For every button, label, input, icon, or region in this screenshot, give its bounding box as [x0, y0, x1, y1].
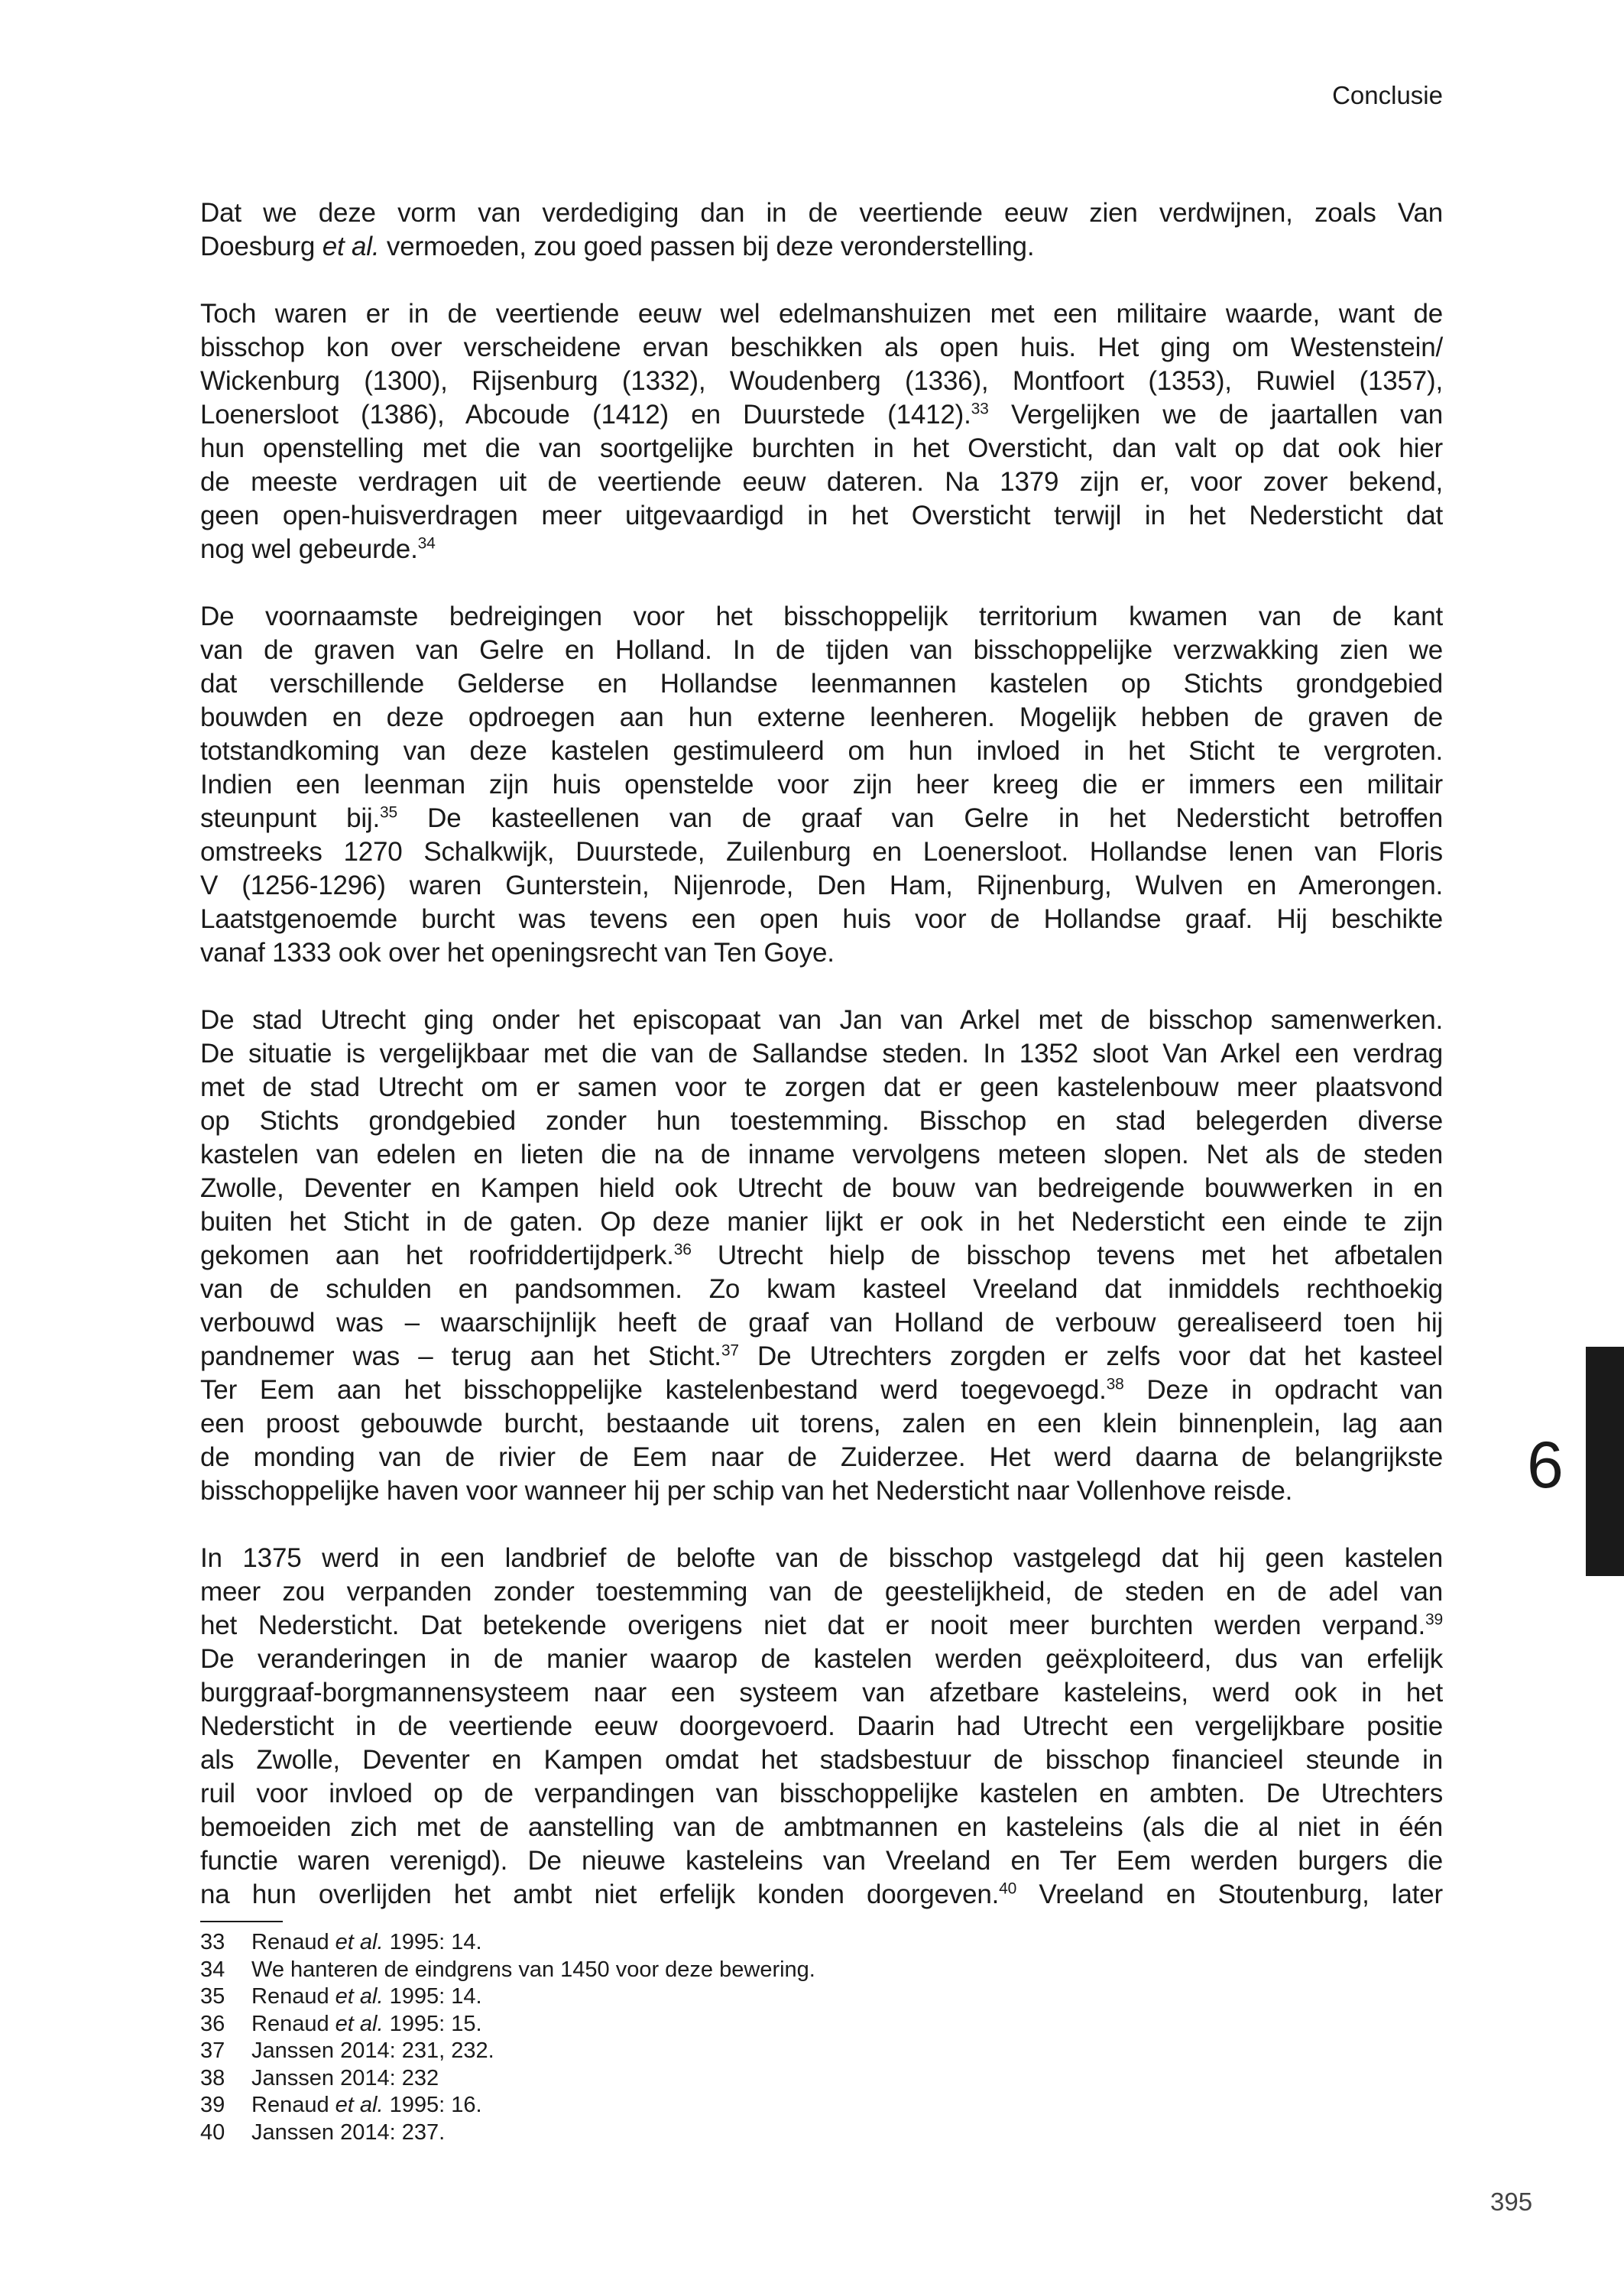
text-line	[200, 869, 1443, 903]
italic-text: et al.	[335, 2093, 384, 2117]
text-run: bouwden en deze opdroegen aan hun externe leenheren. Mogelijk hebben de graven de	[200, 702, 1443, 732]
text-line	[200, 835, 1443, 869]
footnote	[200, 1957, 815, 1984]
text-line	[200, 1138, 1443, 1172]
footnote-ref: 39	[1425, 1610, 1443, 1629]
text-run: De veranderingen in de manier waarop de kastelen werden geëxploiteerd, dus van erfelijk	[200, 1644, 1443, 1674]
body-text	[200, 196, 1443, 1945]
text-line	[200, 1239, 1443, 1273]
text-line	[200, 1542, 1443, 1575]
text-run: 1995: 15.	[383, 2011, 482, 2036]
text-run: De voornaamste bedreigingen voor het bisschoppelijk territorium kwamen van de kant	[200, 602, 1443, 631]
chapter-thumb-tab	[1586, 1347, 1624, 1576]
footnote-divider	[200, 1921, 283, 1922]
footnote	[200, 2065, 815, 2093]
italic-text: et al.	[322, 232, 380, 261]
footnote	[200, 2092, 815, 2119]
footnote-ref: 33	[971, 400, 989, 418]
text-run: De situatie is vergelijkbaar met die van de Sallandse steden. In 1352 sloot Van Arkel een verdrag	[200, 1039, 1443, 1069]
text-run: functie waren verenigd). De nieuwe kasteleins van Vreeland en Ter Eem werden burgers die	[200, 1846, 1443, 1876]
footnote-number: 38	[200, 2065, 225, 2090]
text-run: na hun overlijden het ambt niet erfelijk konden doorgeven.	[200, 1879, 1000, 1909]
text-run: Wickenburg (1300), Rijsenburg (1332), Woudenberg (1336), Montfoort (1353), Ruwiel (1357),	[200, 366, 1443, 396]
text-run: De Utrechters zorgden er zelfs voor dat het kasteel	[738, 1341, 1443, 1371]
paragraph	[200, 196, 1443, 264]
footnote-number: 33	[200, 1930, 225, 1954]
text-run: 1995: 16.	[383, 2093, 482, 2117]
text-run: met de stad Utrecht om er samen voor te zorgen dat er geen kastelenbouw meer plaatsvond	[200, 1072, 1443, 1102]
text-line	[200, 1676, 1443, 1710]
text-line	[200, 297, 1443, 331]
text-line	[200, 1575, 1443, 1609]
text-run: de meeste verdragen uit de veertiende eeuw dateren. Na 1379 zijn er, voor zover bekend,	[200, 467, 1443, 497]
text-run: We hanteren de eindgrens van 1450 voor deze bewering.	[251, 1957, 815, 1982]
page-number: 395	[1490, 2188, 1533, 2216]
running-head: Conclusie	[1332, 81, 1443, 109]
italic-text: et al.	[335, 1984, 384, 2009]
text-line	[200, 1374, 1443, 1407]
footnote-ref: 36	[673, 1241, 692, 1259]
text-line	[200, 1172, 1443, 1205]
text-run: Indien een leenman zijn huis openstelde voor zijn heer kreeg die er immers een militair	[200, 770, 1443, 799]
text-line	[200, 432, 1443, 465]
text-line	[200, 1844, 1443, 1878]
text-run: het Nedersticht. Dat betekende overigens niet dat er nooit meer burchten werden verpand.	[200, 1610, 1426, 1640]
footnote-number: 37	[200, 2038, 225, 2063]
text-line	[200, 1811, 1443, 1844]
text-line	[200, 533, 1443, 566]
text-run: Janssen 2014: 232	[251, 2065, 439, 2090]
text-run: 1995: 14.	[383, 1984, 482, 2009]
text-line	[200, 1777, 1443, 1811]
paragraph	[200, 600, 1443, 970]
text-line	[200, 1037, 1443, 1071]
text-line	[200, 903, 1443, 936]
footnote-ref: 34	[417, 534, 436, 553]
text-run: op Stichts grondgebied zonder hun toestemming. Bisschop en stad belegerden diverse	[200, 1106, 1443, 1136]
italic-text: et al.	[335, 1930, 384, 1954]
text-line	[200, 1878, 1443, 1912]
text-line	[200, 768, 1443, 802]
footnote	[200, 2011, 815, 2038]
text-run: als Zwolle, Deventer en Kampen omdat het stadsbestuur de bisschop financieel steunde in	[200, 1745, 1443, 1775]
paragraph	[200, 1004, 1443, 1508]
text-run: ruil voor invloed op de verpandingen van bisschoppelijke kastelen en ambten. De Utrechters	[200, 1779, 1443, 1808]
footnote-ref: 35	[380, 803, 397, 822]
text-line	[200, 499, 1443, 533]
paragraph	[200, 297, 1443, 566]
text-run: Vreeland en Stoutenburg, later	[1016, 1879, 1444, 1909]
text-run: Deze in opdracht van	[1123, 1375, 1443, 1405]
footnote	[200, 2119, 815, 2147]
footnote-number: 40	[200, 2119, 225, 2145]
footnote-number: 36	[200, 2011, 225, 2036]
text-run: een proost gebouwde burcht, bestaande uit torens, zalen en een klein binnenplein, lag aan	[200, 1409, 1443, 1438]
text-run: van de graven van Gelre en Holland. In de tijden van bisschoppelijke verzwakking zien we	[200, 635, 1443, 665]
text-line	[200, 1710, 1443, 1743]
text-run: geen open-huisverdragen meer uitgevaardigd in het Oversticht terwijl in het Nedersticht dat	[200, 501, 1443, 530]
text-run: Janssen 2014: 237.	[251, 2119, 446, 2145]
text-line	[200, 1306, 1443, 1340]
text-line	[200, 1474, 1443, 1508]
text-line	[200, 1004, 1443, 1037]
text-line	[200, 196, 1443, 230]
text-run: Laatstgenoemde burcht was tevens een open huis voor de Hollandse graaf. Hij beschikte	[200, 904, 1443, 934]
footnote-ref: 40	[999, 1879, 1017, 1898]
text-line	[200, 1273, 1443, 1306]
text-run: Renaud	[251, 2011, 335, 2036]
text-run: bisschoppelijke haven voor wanneer hij per schip van het Nedersticht naar Vollenhove reisde.	[200, 1476, 1293, 1506]
text-run: van de schulden en pandsommen. Zo kwam kasteel Vreeland dat inmiddels rechthoekig	[200, 1274, 1443, 1304]
text-run: Janssen 2014: 231, 232.	[251, 2038, 494, 2063]
text-line	[200, 230, 1443, 264]
paragraph	[200, 1542, 1443, 1912]
text-line	[200, 1643, 1443, 1676]
text-line	[200, 365, 1443, 398]
text-run: verbouwd was – waarschijnlijk heeft de graaf van Holland de verbouw gerealiseerd toen hij	[200, 1308, 1443, 1338]
text-run: meer zou verpanden zonder toestemming van de geestelijkheid, de steden en de adel van	[200, 1577, 1443, 1607]
text-run: pandnemer was – terug aan het Sticht.	[200, 1341, 721, 1371]
text-run: 1995: 14.	[383, 1930, 482, 1954]
text-line	[200, 667, 1443, 701]
text-run: Nedersticht in de veertiende eeuw doorgevoerd. Daarin had Utrecht een vergelijkbare positie	[200, 1711, 1443, 1741]
text-line	[200, 398, 1443, 432]
text-run: Renaud	[251, 1984, 335, 2009]
text-run: dat verschillende Gelderse en Hollandse leenmannen kastelen op Stichts grondgebied	[200, 669, 1443, 699]
text-line	[200, 600, 1443, 634]
text-run: Renaud	[251, 2093, 335, 2117]
text-line	[200, 802, 1443, 835]
footnote-number: 34	[200, 1957, 225, 1982]
text-line	[200, 701, 1443, 735]
footnotes	[200, 1929, 815, 2146]
footnote	[200, 2038, 815, 2065]
text-run: Zwolle, Deventer en Kampen hield ook Utrecht de bouw van bedreigende bouwwerken in en	[200, 1173, 1443, 1203]
text-run: nog wel gebeurde.	[200, 534, 418, 564]
text-line	[200, 1071, 1443, 1104]
chapter-number: 6	[1527, 1429, 1564, 1502]
footnote-ref: 38	[1106, 1375, 1124, 1393]
text-line	[200, 735, 1443, 768]
text-line	[200, 1441, 1443, 1474]
text-run: Ter Eem aan het bisschoppelijke kastelenbestand werd toegevoegd.	[200, 1375, 1107, 1405]
text-line	[200, 331, 1443, 365]
text-line	[200, 1205, 1443, 1239]
text-line	[200, 1407, 1443, 1441]
text-run: V (1256-1296) waren Gunterstein, Nijenrode, Den Ham, Rijnenburg, Wulven en Amerongen.	[200, 871, 1443, 900]
text-run: De kasteellenen van de graaf van Gelre in het Nedersticht betroffen	[397, 803, 1444, 833]
footnote-number: 35	[200, 1984, 225, 2009]
text-run: gekomen aan het roofriddertijdperk.	[200, 1241, 674, 1270]
text-run: In 1375 werd in een landbrief de belofte van de bisschop vastgelegd dat hij geen kastelen	[200, 1543, 1443, 1573]
text-run: steunpunt bij.	[200, 803, 381, 833]
text-run: De stad Utrecht ging onder het episcopaat van Jan van Arkel met de bisschop samenwerken.	[200, 1005, 1443, 1035]
text-run: vermoeden, zou goed passen bij deze veronderstelling.	[379, 232, 1035, 261]
footnote	[200, 1929, 815, 1957]
text-run: vanaf 1333 ook over het openingsrecht van Ten Goye.	[200, 938, 835, 968]
text-run: Vergelijken we de jaartallen van	[988, 400, 1443, 430]
text-run: Renaud	[251, 1930, 335, 1954]
text-run: Toch waren er in de veertiende eeuw wel edelmanshuizen met een militaire waarde, want de	[200, 299, 1443, 329]
text-run: Dat we deze vorm van verdediging dan in de veertiende eeuw zien verdwijnen, zoals Van	[200, 198, 1443, 228]
text-line	[200, 1609, 1443, 1643]
text-run: bisschop kon over verscheidene ervan beschikken als open huis. Het ging om Westenstein/	[200, 332, 1443, 362]
text-run: bemoeiden zich met de aanstelling van de ambtmannen en kasteleins (als die al niet in één	[200, 1812, 1443, 1842]
text-line	[200, 634, 1443, 667]
text-run: omstreeks 1270 Schalkwijk, Duurstede, Zuilenburg en Loenersloot. Hollandse lenen van Floris	[200, 837, 1443, 867]
text-run: kastelen van edelen en lieten die na de inname vervolgens meteen slopen. Net als de steden	[200, 1140, 1443, 1169]
text-run: totstandkoming van deze kastelen gestimuleerd om hun invloed in het Sticht te vergroten.	[200, 736, 1443, 766]
text-run: Doesburg	[200, 232, 323, 261]
text-line	[200, 936, 1443, 970]
text-line	[200, 1743, 1443, 1777]
footnote	[200, 1983, 815, 2011]
text-line	[200, 1340, 1443, 1374]
text-run: burggraaf-borgmannensysteem naar een systeem van afzetbare kasteleins, werd ook in het	[200, 1678, 1443, 1708]
text-run: Utrecht hielp de bisschop tevens met het afbetalen	[691, 1241, 1443, 1270]
text-line	[200, 1104, 1443, 1138]
text-run: Loenersloot (1386), Abcoude (1412) en Duurstede (1412).	[200, 400, 971, 430]
text-run: buiten het Sticht in de gaten. Op deze manier lijkt er ook in het Nedersticht een einde te zijn	[200, 1207, 1443, 1237]
text-run: de monding van de rivier de Eem naar de Zuiderzee. Het werd daarna de belangrijkste	[200, 1442, 1443, 1472]
text-line	[200, 465, 1443, 499]
footnote-ref: 37	[721, 1341, 739, 1360]
footnote-number: 39	[200, 2093, 225, 2117]
italic-text: et al.	[335, 2011, 384, 2036]
text-run: hun openstelling met die van soortgelijke burchten in het Oversticht, dan valt op dat ook hier	[200, 433, 1443, 463]
